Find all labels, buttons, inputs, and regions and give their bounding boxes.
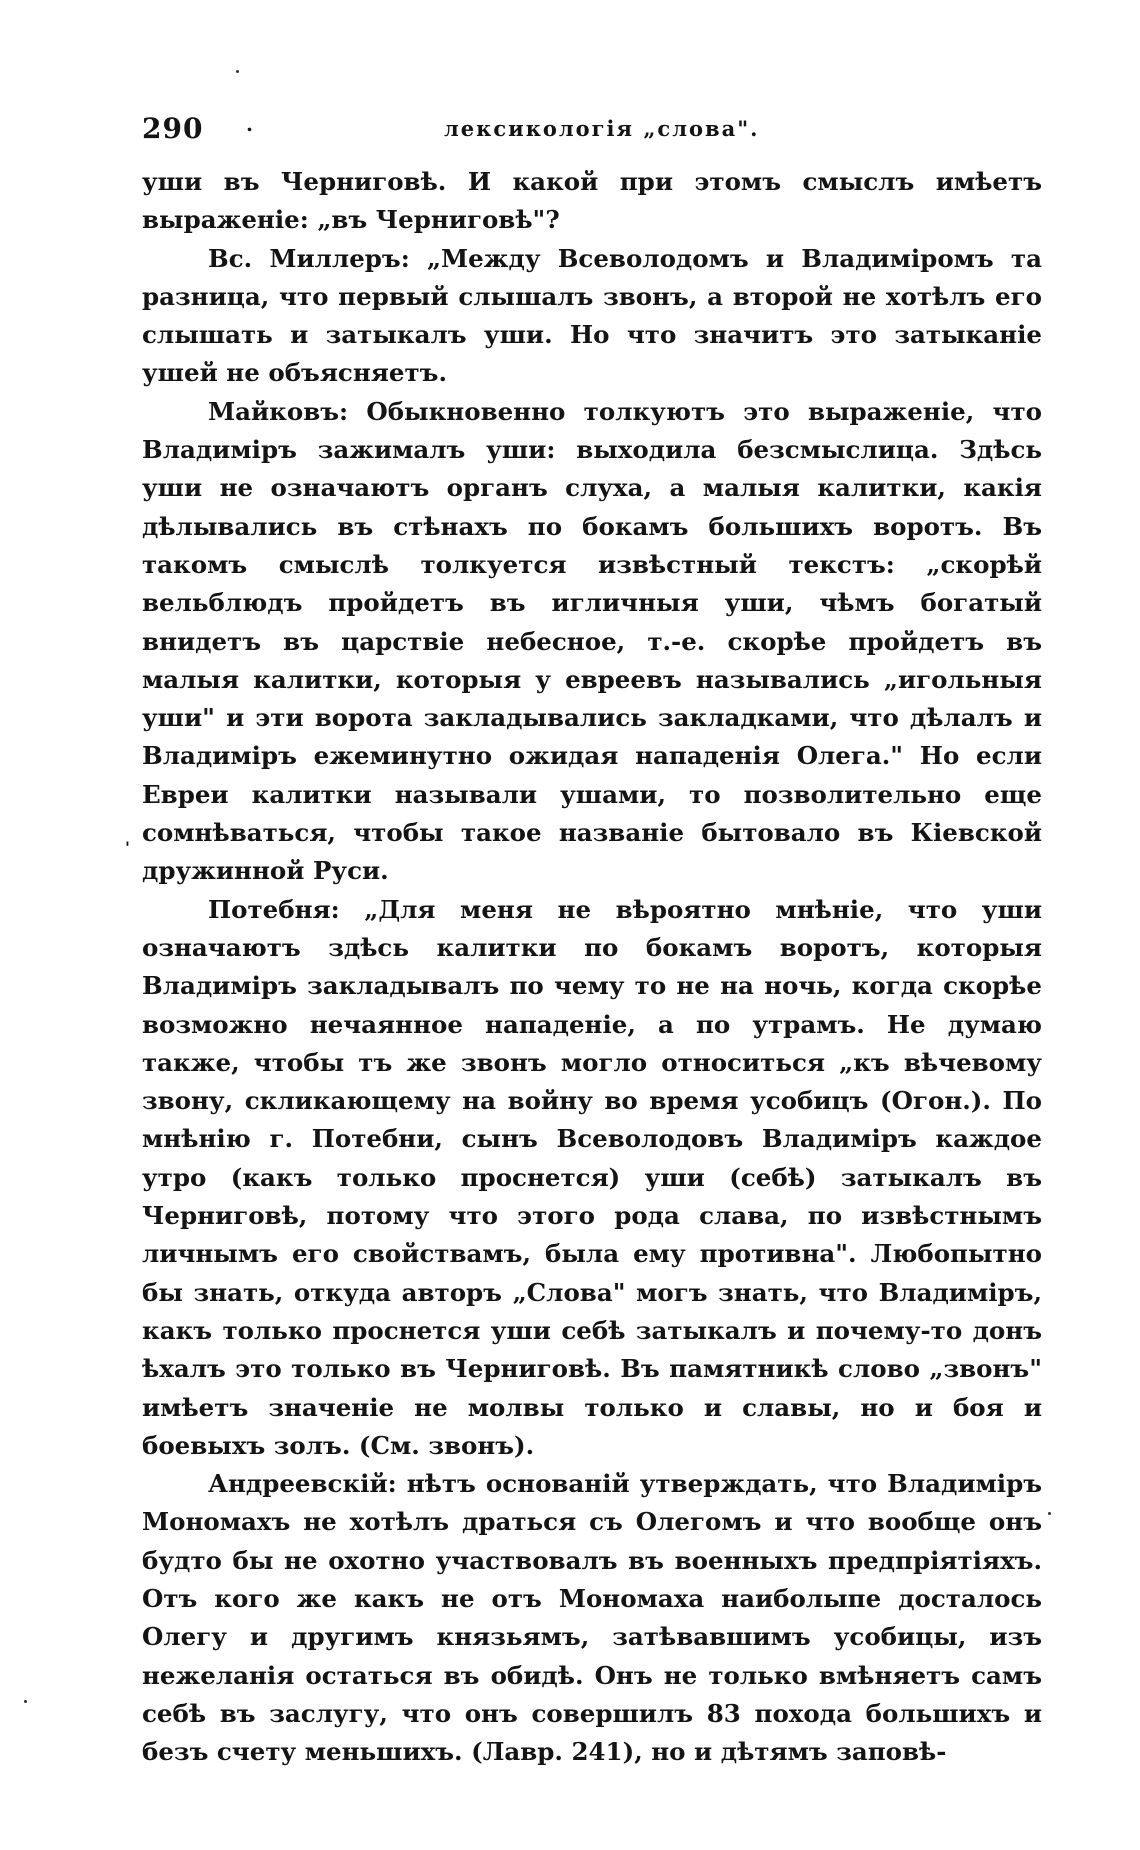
header-dot: .: [246, 112, 253, 136]
paragraph-3: [142, 891, 1042, 1465]
paragraph-text: уши въ Черниговѣ. И какой при этомъ смыслъ имѣетъ выраженіе: „въ Черниговѣ"?: [142, 167, 1042, 235]
paragraph-text: нѣтъ основаній утверждать, что Владиміръ Мономахъ не хотѣлъ драться съ Олегомъ и что вообще онъ будто бы не охотно участвовалъ въ военныхъ предпріятіяхъ. Отъ кого же какъ не отъ Мономаха наиболыпе досталось Олегу и другимъ князьямъ, затѣвавшимъ усобицы, изъ нежеланія остаться въ обидѣ. Онъ не только вмѣняетъ самъ себѣ въ заслугу, что онъ совершилъ 83 похода большихъ и безъ счету меньшихъ. (Лавр. 241), но и дѣтямъ заповѣ-: [142, 1469, 1043, 1767]
print-speck: [236, 70, 239, 73]
page-header: [142, 112, 1042, 148]
running-title: лексикологія „слова".: [444, 116, 760, 141]
margin-mark: ': [125, 838, 130, 857]
paragraph-1: [142, 240, 1042, 393]
speaker-name: Майковъ:: [208, 396, 349, 426]
paragraph-0: [142, 163, 1042, 240]
paragraph-text: „Для меня не вѣроятно мнѣніе, что уши означаютъ здѣсь калитки по бокамъ воротъ, которыя Владиміръ закладывалъ по чему то не на ночь, когда скорѣе возможно нечаянное нападеніе, а по утрамъ. Не думаю также, чтобы тъ же звонъ могло относиться „къ вѣчевому звону, скликающему на войну во время усобицъ (Огон.). По мнѣнію г. Потебни, сынъ Всеволодовъ Владиміръ каждое утро (какъ только проснется) уши (себѣ) затыкалъ въ Черниговѣ, потому что этого рода слава, по извѣстнымъ личнымъ его свойствамъ, была ему противна". Любопытно бы знать, откуда авторъ „Слова" могъ знать, что Владиміръ, какъ только проснется уши себѣ затыкалъ и почему-то донъ ѣхалъ это только въ Черниговѣ. Въ памятникѣ слово „звонъ" имѣетъ значеніе не молвы только и славы, но и боя и боевыхъ золъ. (См. звонъ).: [142, 894, 1042, 1460]
paragraph-text: „Между Всеволодомъ и Владиміромъ та разница, что первый слышалъ звонъ, а второй не хотѣлъ его слышать и затыкалъ уши. Но что значитъ это затыканіе ушей не объясняетъ.: [142, 243, 1042, 388]
print-speck: [1048, 1512, 1051, 1515]
speaker-name: Потебня:: [208, 894, 340, 924]
body-text: [142, 163, 1042, 1771]
paragraph-2: [142, 393, 1042, 891]
page-number: 290: [142, 112, 204, 145]
speaker-name: Вс. Миллеръ:: [208, 243, 410, 273]
print-speck: [24, 1700, 27, 1703]
paragraph-4: [142, 1465, 1042, 1771]
speaker-name: Андреевскій:: [208, 1469, 397, 1499]
paragraph-text: Обыкновенно толкуютъ это выраженіе, что Владиміръ зажималъ уши: выходила безсмыслица. Здѣсь уши не означаютъ органъ слуха, а малыя калитки, какія дѣлывались въ стѣнахъ по бокамъ большихъ воротъ. Въ такомъ смыслѣ толкуется извѣстный текстъ: „скорѣй вельблюдъ пройдетъ въ игличныя уши, чѣмъ богатый внидетъ въ царствіе небесное, т.-е. скорѣе пройдетъ въ малыя калитки, которыя у евреевъ назывались „игольныя уши" и эти ворота закладывались закладками, что дѣлалъ и Владиміръ ежеминутно ожидая нападенія Олега." Но если Евреи калитки называли ушами, то позволительно еще сомнѣваться, чтобы такое названіе бытовало въ Кіевской дружинной Руси.: [142, 396, 1042, 886]
